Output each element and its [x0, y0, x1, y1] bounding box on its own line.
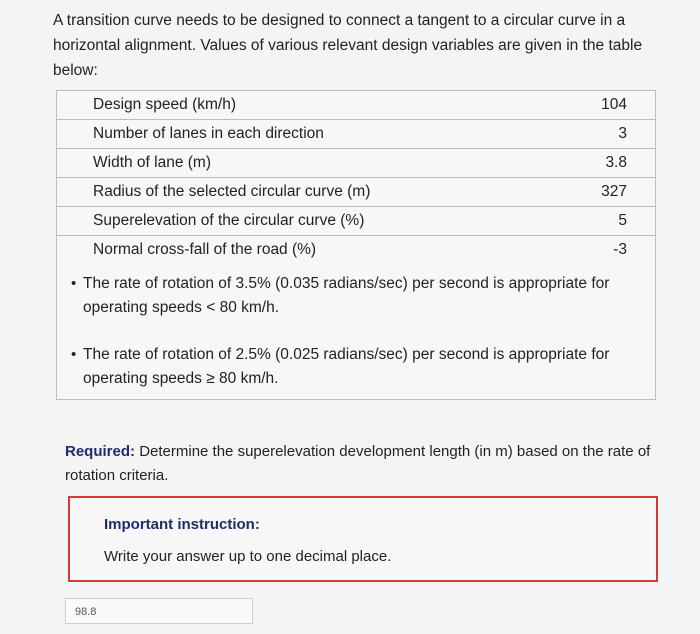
- required-text: Determine the superelevation development length (in m) based on the rate of rotation criteria.: [65, 443, 651, 484]
- table-row: [57, 178, 655, 207]
- table-row: [57, 91, 655, 120]
- note-text: The rate of rotation of 3.5% (0.035 radians/sec) per second is appropriate for operating speeds < 80 km/h.: [83, 275, 610, 316]
- row-value: -3: [613, 241, 627, 258]
- row-label: Design speed (km/h): [93, 96, 237, 113]
- row-label: Superelevation of the circular curve (%): [93, 212, 365, 229]
- bullet-icon: •: [71, 275, 77, 292]
- row-label: Normal cross-fall of the road (%): [93, 241, 317, 258]
- note-text: The rate of rotation of 2.5% (0.025 radians/sec) per second is appropriate for operating speeds ≥ 80 km/h.: [83, 346, 610, 387]
- note-item: [71, 272, 653, 320]
- instruction-text: Write your answer up to one decimal place.: [104, 548, 392, 565]
- problem-intro: A transition curve needs to be designed to connect a tangent to a circular curve in a horizontal alignment. Values of various relevant design variables are given in the table below:: [53, 12, 643, 79]
- design-variables-table: [56, 90, 656, 265]
- table-row: [57, 120, 655, 149]
- row-label: Radius of the selected circular curve (m): [93, 183, 371, 200]
- row-value: 3: [618, 125, 627, 142]
- table-row: [57, 207, 655, 236]
- row-value: 5: [618, 212, 627, 229]
- bullet-icon: •: [71, 346, 77, 363]
- row-value: 327: [601, 183, 627, 200]
- table-row: [57, 149, 655, 178]
- required-heading: Required:: [65, 443, 136, 460]
- instruction-box: [68, 496, 658, 582]
- row-label: Width of lane (m): [93, 154, 212, 171]
- table-row: [57, 236, 655, 265]
- instruction-title: Important instruction:: [104, 516, 260, 533]
- answer-input[interactable]: 98.8: [65, 598, 253, 624]
- notes-box: [56, 264, 656, 400]
- note-item: [71, 343, 653, 391]
- row-value: 3.8: [605, 154, 627, 171]
- required-section: [65, 440, 655, 488]
- row-label: Number of lanes in each direction: [93, 125, 324, 142]
- row-value: 104: [601, 96, 627, 113]
